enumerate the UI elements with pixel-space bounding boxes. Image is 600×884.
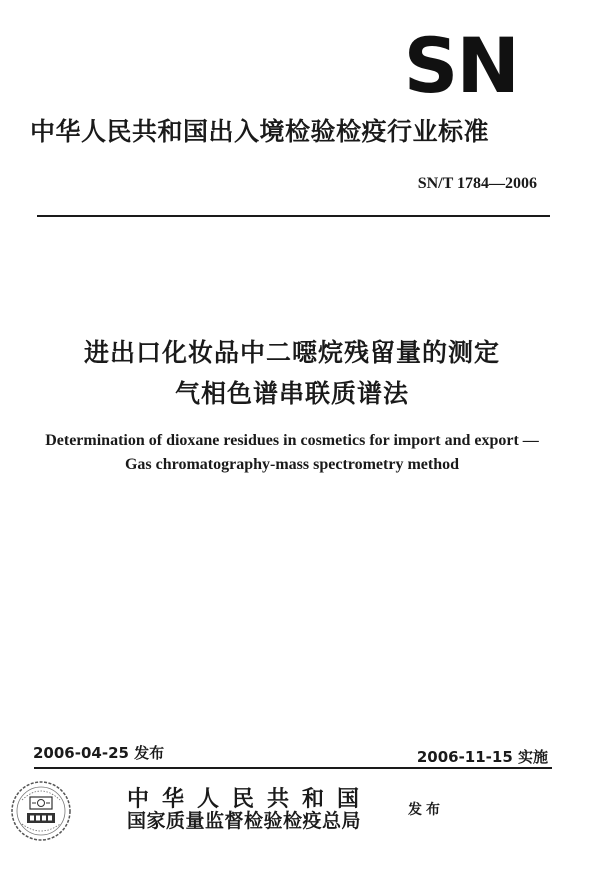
bottom-divider [34,767,552,769]
english-title-line-1: Determination of dioxane residues in cosmetics for import and export — [45,432,539,449]
standard-category-title: 中华人民共和国出入境检验检疫行业标准 [30,117,490,146]
implementation-date: 2006-11-15 实施 [416,748,548,766]
issuer-name-line-2: 国家质量监督检验检疫总局 [127,810,362,832]
chinese-title-line-1: 进出口化妆品中二噁烷残留量的测定 [83,338,500,367]
top-divider [37,215,550,217]
english-title-line-2: Gas chromatography-mass spectrometry method [124,456,460,473]
chinese-title-line-2: 气相色谱串联质谱法 [174,379,409,408]
sn-logo: SN [403,21,518,110]
publish-label: 发布 [408,802,444,818]
standard-code: SN/T 1784—2006 [417,175,537,192]
issue-date: 2006-04-25 发布 [33,744,165,762]
anti-counterfeit-seal-icon [10,780,72,842]
issuer-name-line-1: 中华人民共和国 [127,786,373,812]
